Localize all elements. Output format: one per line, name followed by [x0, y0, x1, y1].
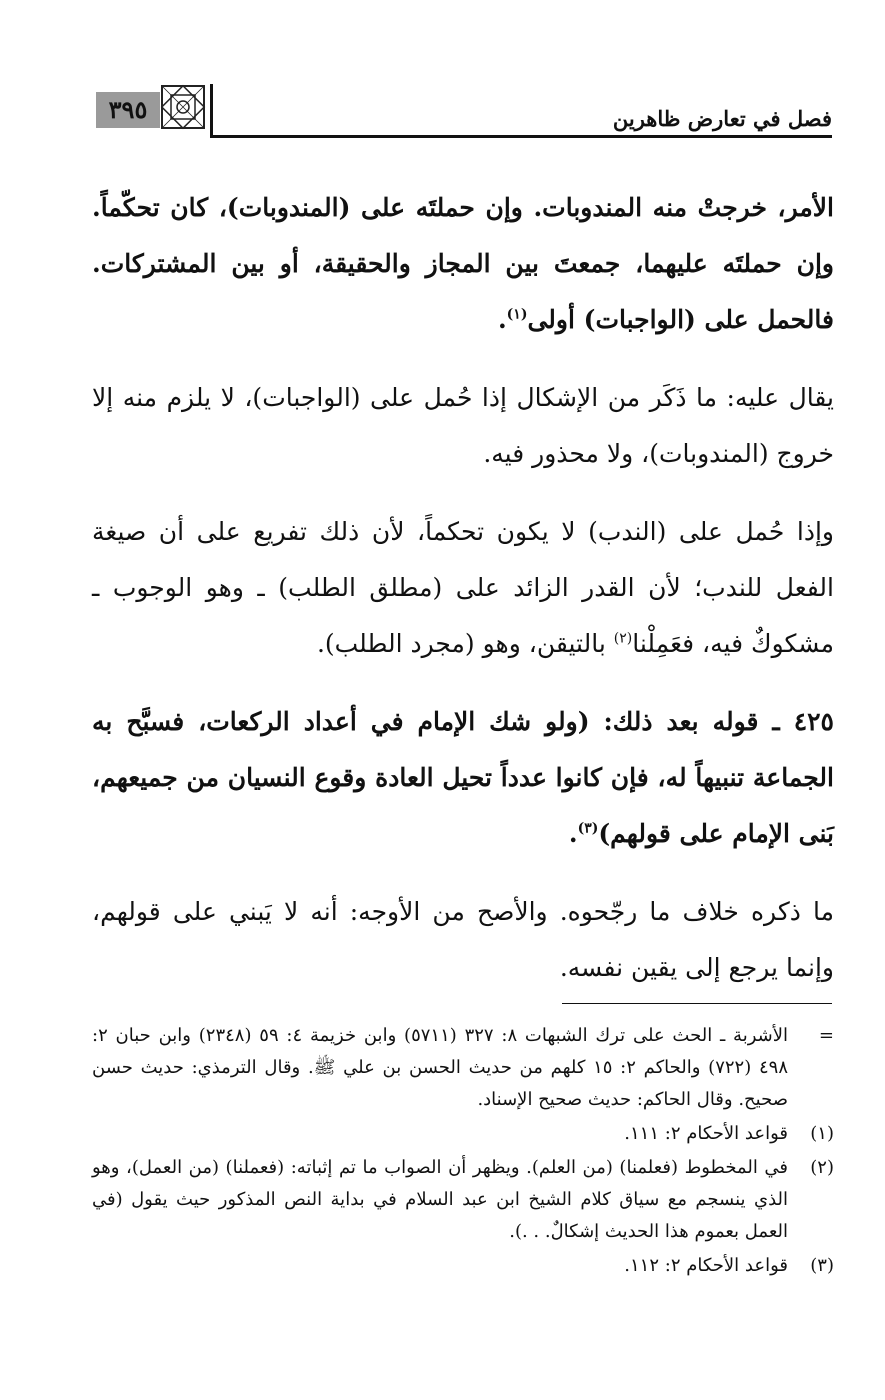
footnote-mark: (٢): [810, 1157, 834, 1178]
footnotes: [92, 1020, 834, 1284]
footnote-mark: (١): [810, 1123, 834, 1144]
footnote-3: [92, 1250, 834, 1282]
main-text: [92, 180, 834, 1018]
footnote-ref-2: (٢): [613, 630, 633, 647]
paragraph-5: ما ذكره خلاف ما رجّحوه. والأصح من الأوجه: أنه لا يَبني على قولهم، وإنما يرجع إلى يقين نفسه.: [92, 897, 834, 982]
footnote-text: في المخطوط (فعلمنا) (من العلم). ويظهر أن الصواب ما تم إثباته: (فعملنا) (من العمل)، وهو الذي ينسجم مع سياق كلام الشيخ ابن عبد السلام في بداية النص المذكور حيث يقول (في العمل بعموم هذا الحديث إشكالٌ. . .).: [92, 1157, 788, 1242]
paragraph-4: [92, 694, 834, 862]
footnote-text: قواعد الأحكام ٢: ١١١.: [624, 1123, 788, 1144]
paragraph-3: [92, 504, 834, 672]
header-divider: [210, 84, 213, 138]
paragraph-1-text: الأمر، خرجتْ منه المندوبات. وإن حملتَه على (المندوبات)، كان تحكّماً. وإن حملتَه عليهما، جمعتَ بين المجاز والحقيقة، أو بين المشتركات. فالحمل على (الواجبات) أولى: [92, 193, 834, 334]
footnote-1: [92, 1118, 834, 1150]
page-header: [90, 78, 832, 138]
footnote-text: الأشربة ـ الحث على ترك الشبهات ٨: ٣٢٧ (٥٧١١) وابن خزيمة ٤: ٥٩ (٢٣٤٨) وابن حبان ٢: ٤٩٨ (٧٢٢) والحاكم ٢: ١٥ كلهم من حديث الحسن بن علي ﷺ. وقال الترمذي: حديث حسن صحيح. وقال الحاكم: حديث صحيح الإسناد.: [92, 1025, 788, 1110]
footnote-mark: =: [818, 1025, 834, 1046]
running-title: فصل في تعارض ظاهرين: [612, 106, 832, 131]
footnote-separator: [562, 1003, 832, 1004]
footnote-2: [92, 1152, 834, 1248]
paragraph-3-text: وإذا حُمل على (الندب) لا يكون تحكماً، لأن ذلك تفريع على أن صيغة الفعل للندب؛ لأن القدر الزائد على (مطلق الطلب) ـ وهو الوجوب ـ مشكوكٌ فيه، فعَمِلْنا: [92, 517, 834, 658]
paragraph-1: [92, 180, 834, 348]
footnote-text: قواعد الأحكام ٢: ١١٢.: [624, 1255, 788, 1276]
paragraph-2: يقال عليه: ما ذَكَر من الإشكال إذا حُمل على (الواجبات)، لا يلزم منه إلا خروج (المندوبات)، ولا محذور فيه.: [92, 383, 834, 468]
footnote-mark: (٣): [810, 1255, 834, 1276]
paragraph-1-tail: .: [497, 305, 507, 334]
paragraph-3-tail: بالتيقن، وهو (مجرد الطلب).: [316, 629, 614, 658]
paragraph-4-tail: .: [568, 819, 578, 848]
ornament-icon: [160, 84, 206, 130]
paragraph-4-text: ٤٢٥ ـ قوله بعد ذلك: (ولو شك الإمام في أعداد الركعات، فسبَّح به الجماعة تنبيهاً له، فإن كانوا عدداً تحيل العادة وقوع النسيان من جميعهم، بَنى الإمام على قولهم): [92, 707, 834, 848]
footnote-ref-1: (١): [506, 306, 528, 323]
header-rule: [210, 135, 832, 138]
footnote-ref-3: (٣): [577, 820, 599, 837]
footnote-continued: [92, 1020, 834, 1116]
page-number: ٣٩٥: [96, 92, 160, 128]
